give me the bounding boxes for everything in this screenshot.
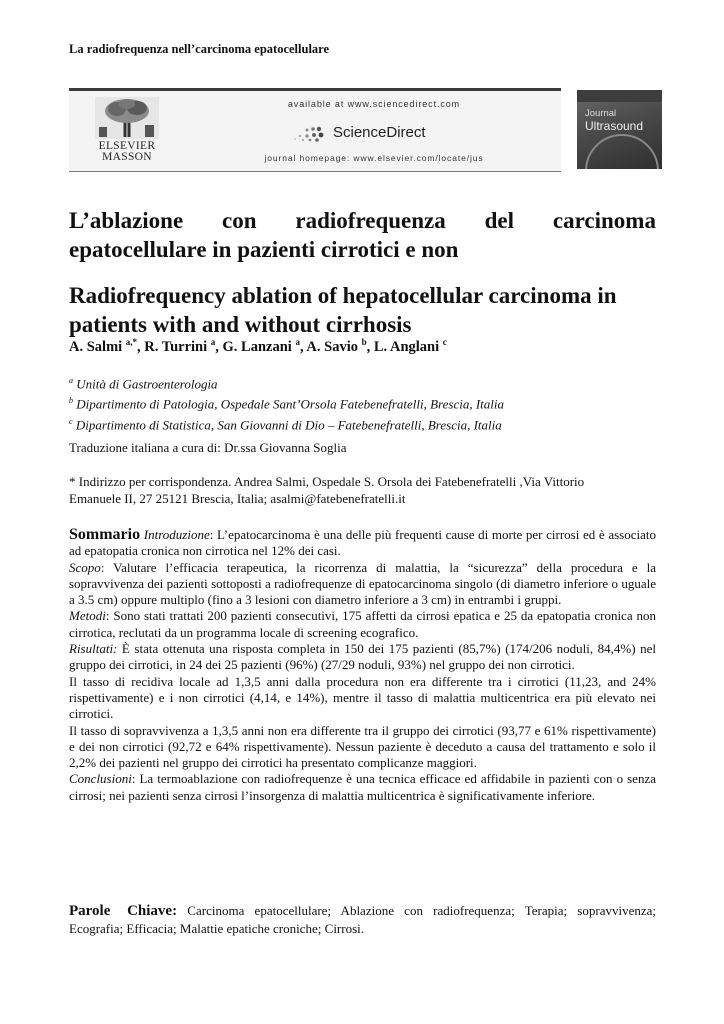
abstract-recidiva: Il tasso di recidiva locale ad 1,3,5 anni dalla procedura non era differente tra i cirrotici (11,23, and 24% rispettivamente) e i non cirrotici (4,14, e 14%), mentre il tasso di malattia multicentrica era più elevato nei cirrotici. bbox=[69, 673, 656, 722]
title-english-line2: patients with and without cirrhosis bbox=[69, 312, 412, 337]
affiliation-item bbox=[69, 372, 504, 392]
section-label: Conclusioni bbox=[69, 771, 132, 787]
cover-circle-graphic bbox=[585, 134, 659, 169]
journal-homepage-text: journal homepage: www.elsevier.com/locate/jus bbox=[264, 153, 484, 163]
affiliations bbox=[69, 372, 504, 433]
elsevier-tree-icon bbox=[95, 97, 159, 139]
elsevier-logo bbox=[81, 97, 173, 169]
section-text: : La termoablazione con radiofrequenze è una tecnica efficace ed affidabile in pazienti con o senza cirrosi; nei pazienti senza cirrosi l’insorgenza di malattia multicentrica è significativamente inferiore. bbox=[69, 771, 656, 803]
author-name: R. Turrini bbox=[144, 338, 208, 355]
affiliation-sup: c bbox=[69, 416, 73, 426]
affiliation-item bbox=[69, 392, 504, 412]
abstract-sopravvivenza: Il tasso di sopravvivenza a 1,3,5 anni non era differente tra il gruppo dei cirrotici (93,77 e 61% rispettivamente) e dei non cirrotici (92,72 e 64% rispettivamente). Nessun paziente è deceduto a causa del trattamento e solo il 2,2% dei pazienti nel gruppo dei cirrotici ha presentato complicanze maggiori. bbox=[69, 722, 656, 771]
keywords-label: Parole Chiave: bbox=[69, 903, 178, 919]
abstract-scopo bbox=[69, 560, 656, 609]
author-affil-sup: c bbox=[442, 337, 447, 347]
title-english-line1: Radiofrequency ablation of hepatocellular carcinoma in bbox=[69, 283, 617, 308]
available-text: available at www.sciencedirect.com bbox=[287, 99, 461, 109]
author-affil-sup: a,* bbox=[125, 337, 138, 347]
cover-journal-label: Journal bbox=[585, 108, 617, 119]
journal-banner bbox=[69, 88, 662, 170]
author-affil-sup: a bbox=[210, 337, 216, 347]
section-text: : L’epatocarcinoma è una delle più frequenti cause di morte per cirrosi ed è associato ad epatopatia cronica non cirrotica nel 12% dei casi. bbox=[69, 527, 656, 559]
sciencedirect-block bbox=[209, 91, 539, 169]
section-text: : Sono stati trattati 200 pazienti consecutivi, 175 affetti da cirrosi epatica e 25 da epatopatia cronica non cirrotica, reclutati da un programma locale di screening ecografico. bbox=[69, 608, 656, 640]
section-text: È stata ottenuta una risposta completa in 150 dei 175 pazienti (85,7%) (174/206 noduli, 84,4%) nel gruppo dei cirrotici, in 24 dei 25 pazienti (96%) (27/29 noduli, 93%) nel gruppo dei non cirrotici. bbox=[69, 641, 656, 673]
author-affil-sup: a bbox=[295, 337, 300, 347]
cover-journal-title: Ultrasound bbox=[585, 119, 644, 133]
affiliation-item bbox=[69, 413, 504, 433]
affiliation-sup: a bbox=[69, 376, 73, 385]
sciencedirect-dots-icon bbox=[279, 125, 327, 143]
title-italian-line1 bbox=[69, 206, 656, 235]
section-text: : Valutare l’efficacia terapeutica, la ricorrenza di malattia, la “sicurezza” della procedura e la sopravvivenza dei pazienti sottoposti a radiofrequenze di epatocarcinoma singolo (di diametro inferiore o uguale a 3.5 cm) oppure multiplo (fino a 3 lesioni con diametro inferiore a 3 cm) in entrambi i gruppi. bbox=[69, 559, 656, 608]
translator-note: Traduzione italiana a cura di: Dr.ssa Giovanna Soglia bbox=[69, 440, 347, 455]
section-label: Introduzione bbox=[143, 527, 210, 542]
author-affil-sup: b bbox=[361, 337, 367, 347]
title-word: L’ablazione bbox=[69, 208, 184, 233]
affiliation-sup: b bbox=[69, 396, 73, 406]
affiliation-text: Dipartimento di Statistica, San Giovanni di Dio – Fatebenefratelli, Brescia, Italia bbox=[75, 416, 502, 432]
abstract-heading: Sommario bbox=[69, 526, 141, 543]
journal-cover bbox=[577, 90, 662, 169]
correspondence-line1: * Indirizzo per corrispondenza. Andrea Salmi, Ospedale S. Orsola dei Fatebenefratelli ,Via Vittorio bbox=[69, 474, 585, 489]
abstract-metodi bbox=[69, 608, 656, 641]
running-head: La radiofrequenza nell’carcinoma epatocellulare bbox=[69, 42, 330, 56]
keywords bbox=[69, 902, 656, 938]
section-label: Risultati: bbox=[69, 641, 118, 657]
publisher-line2: MASSON bbox=[102, 151, 152, 163]
affiliation-text: Dipartimento di Patologia, Ospedale Sant’Orsola Fatebenefratelli, Brescia, Italia bbox=[76, 396, 504, 412]
abstract-risultati bbox=[69, 641, 656, 674]
author-name: L. Anglani bbox=[373, 338, 440, 355]
section-label: Scopo bbox=[69, 559, 101, 575]
banner-frame bbox=[69, 88, 561, 172]
publisher-line1: ELSEVIER bbox=[98, 140, 156, 152]
title-word: radiofrequenza bbox=[295, 208, 446, 233]
elsevier-wordmark bbox=[81, 141, 173, 163]
title-italian bbox=[69, 206, 656, 264]
title-word: carcinoma bbox=[552, 208, 656, 233]
cover-header-band bbox=[577, 90, 662, 102]
correspondence-line2: Emanuele II, 27 25121 Brescia, Italia; asalmi@fatebenefratelli.it bbox=[69, 491, 406, 506]
title-italian-line2: epatocellulare in pazienti cirrotici e non bbox=[69, 237, 459, 262]
abstract-sommario bbox=[69, 527, 656, 804]
affiliation-text: Unità di Gastroenterologia bbox=[76, 376, 218, 392]
correspondence-note bbox=[69, 473, 656, 507]
author-list: A. Salmi $^{a,*}$, R. Turrini $^a$, G. Lanzani $^a$, A. Savio $^b$, L. Anglani $^c$ bbox=[69, 337, 447, 355]
title-word: del bbox=[484, 208, 515, 233]
abstract-conclusioni bbox=[69, 771, 656, 804]
sciencedirect-brand bbox=[279, 123, 479, 145]
sciencedirect-name: ScienceDirect bbox=[333, 124, 426, 141]
abstract-introduzione bbox=[69, 527, 656, 560]
author-name: G. Lanzani bbox=[222, 338, 292, 355]
author-name: A. Salmi bbox=[69, 338, 123, 355]
title-english bbox=[69, 281, 669, 339]
keywords-text: Carcinoma epatocellulare; Ablazione con radiofrequenza; Terapia; sopravvivenza; Ecografia; Efficacia; Malattie epatiche croniche; Cirrosi. bbox=[69, 903, 657, 936]
section-label: Metodi bbox=[69, 608, 106, 624]
author-name: A. Savio bbox=[306, 338, 358, 355]
title-word: con bbox=[222, 208, 257, 233]
